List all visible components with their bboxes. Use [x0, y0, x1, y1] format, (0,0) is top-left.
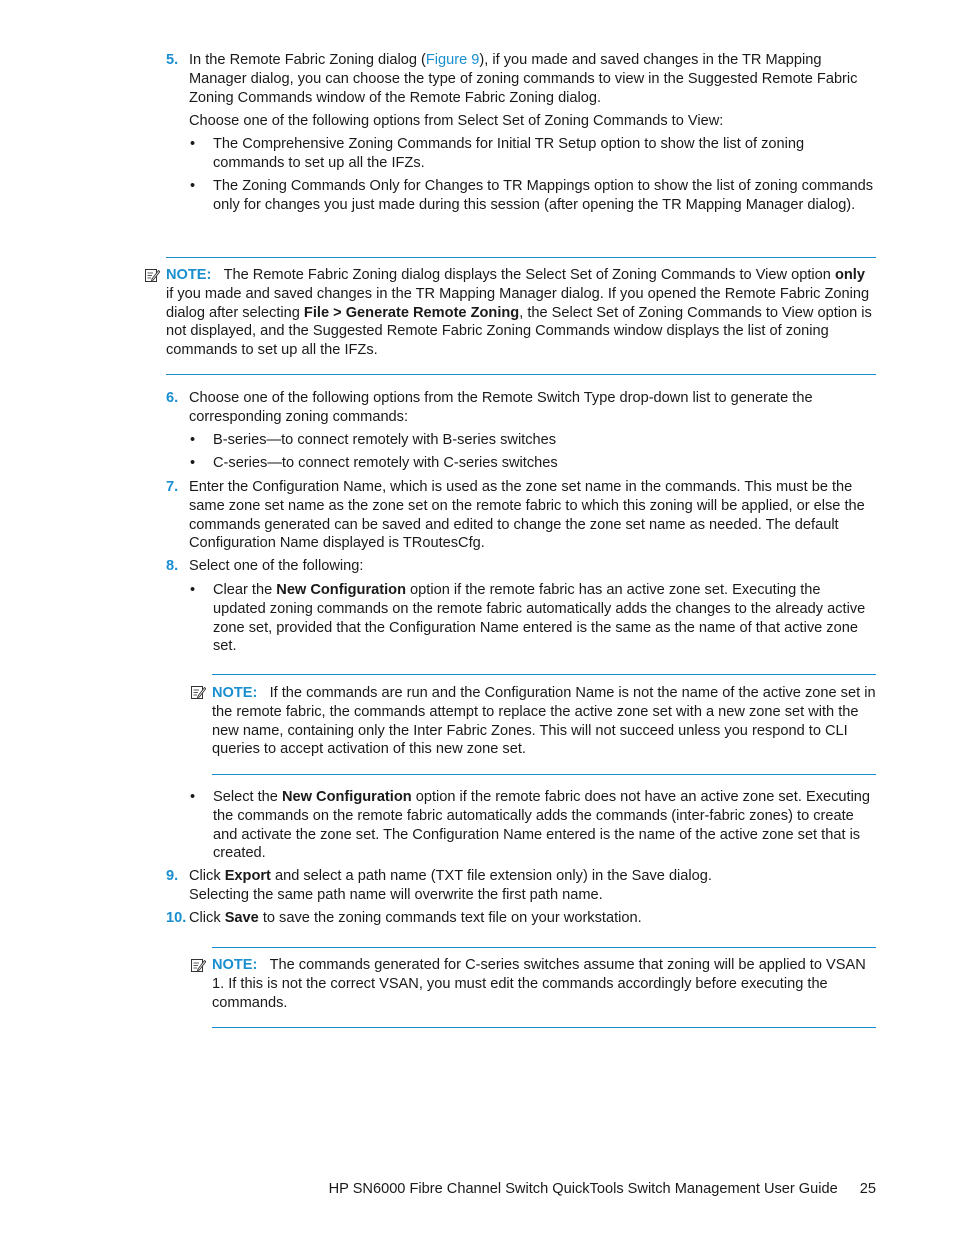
- list-item: • C-series—to connect remotely with C-series switches: [190, 455, 558, 471]
- note-top-rule: [212, 947, 876, 948]
- note-2: NOTE: If the commands are run and the Configuration Name is not the name of the active zone set in the remote fabric, the commands attempt to replace the active zone set with a new zone set with the new name, containing only the Inter Fabric Zones. This will not succeed unless you respond to CLI queries to accept activation of this new zone set.: [212, 685, 876, 758]
- step-10: [166, 909, 876, 928]
- step-text: Select one of the following:: [189, 558, 364, 574]
- step-text: Choose one of the following options from the Remote Switch Type drop-down list to generate the corresponding zoning commands:: [189, 390, 813, 425]
- note-1: NOTE: The Remote Fabric Zoning dialog displays the Select Set of Zoning Commands to View option only if you made and saved changes in the TR Mapping Manager dialog. If you opened the Remote Fabric Zoning dialog after selecting File > Generate Remote Zoning, the Select Set of Zoning Commands to View option is not displayed, and the Suggested Remote Fabric Zoning Commands window displays the list of zoning commands to set up all the IFZs.: [166, 267, 872, 359]
- step-number: 8.: [166, 558, 179, 574]
- step-text: In the Remote Fabric Zoning dialog (Figure 9), if you made and saved changes in the TR Mapping Manager dialog, you can choose the type of zoning commands to view in the Suggested Remote Fabric Zoning Commands window of the Remote Fabric Zoning dialog.: [189, 52, 858, 106]
- note-label: NOTE:: [166, 267, 212, 283]
- step-5: [166, 51, 876, 107]
- step-number: 10.: [166, 910, 187, 926]
- step-7: [166, 478, 876, 553]
- step-8: [166, 557, 876, 576]
- figure-link[interactable]: Figure 9: [425, 52, 480, 68]
- list-item: • The Comprehensive Zoning Commands for Initial TR Setup option to show the list of zoning commands to set up all the IFZs.: [190, 136, 805, 171]
- note-top-rule: [166, 257, 876, 258]
- footer-title: HP SN6000 Fibre Channel Switch QuickTools Switch Management User Guide: [328, 1181, 838, 1197]
- step-text: Click Save to save the zoning commands text file on your workstation.: [189, 910, 642, 926]
- step-text: Enter the Configuration Name, which is used as the zone set name in the commands. This must be the same zone set name as the zone set on the remote fabric to which this zoning will be applied, or else the commands generated can be saved and edited to change the zone set name as needed. The default Configuration Name displayed is TRoutesCfg.: [189, 479, 865, 552]
- note-pencil-icon: [190, 684, 206, 700]
- note-top-rule: [212, 674, 876, 675]
- paragraph-choose-options: Choose one of the following options from Select Set of Zoning Commands to View:: [189, 113, 724, 129]
- note-label: NOTE:: [212, 957, 258, 973]
- list-item: • Select the New Configuration option if the remote fabric does not have an active zone set. Executing the commands on the remote fabric automatically adds the commands (inter-fabric zones) to create and activate the zone set. The Configuration Name entered is the name of the active zone set that is created.: [190, 789, 871, 862]
- note-label: NOTE:: [212, 685, 258, 701]
- step-number: 6.: [166, 390, 179, 406]
- step-number: 7.: [166, 479, 179, 495]
- page-footer: [300, 1180, 876, 1199]
- note-bottom-rule: [212, 774, 876, 775]
- page-number: 25: [859, 1181, 876, 1197]
- note-bottom-rule: [166, 374, 876, 375]
- note-pencil-icon: [144, 267, 160, 283]
- step-number: 9.: [166, 868, 179, 884]
- step-9: [166, 867, 876, 905]
- list-item: • The Zoning Commands Only for Changes to TR Mappings option to show the list of zoning commands only for changes you just made during this session (after opening the TR Mapping Manager dialog).: [190, 178, 874, 213]
- note-3: NOTE: The commands generated for C-series switches assume that zoning will be applied to VSAN 1. If this is not the correct VSAN, you must edit the commands accordingly before executing the commands.: [212, 957, 866, 1011]
- list-item: • B-series—to connect remotely with B-series switches: [190, 432, 557, 448]
- step-6: [166, 389, 876, 427]
- list-item: • Clear the New Configuration option if the remote fabric has an active zone set. Executing the updated zoning commands on the remote fabric automatically adds the changes to the already active zone set, provided that the Configuration Name entered is the same as the name of that active zone set.: [190, 582, 866, 655]
- note-pencil-icon: [190, 957, 206, 973]
- note-bottom-rule: [212, 1027, 876, 1028]
- step-number: 5.: [166, 52, 179, 68]
- step-text: Click Export and select a path name (TXT file extension only) in the Save dialog. Selecting the same path name will overwrite the first path name.: [189, 868, 712, 903]
